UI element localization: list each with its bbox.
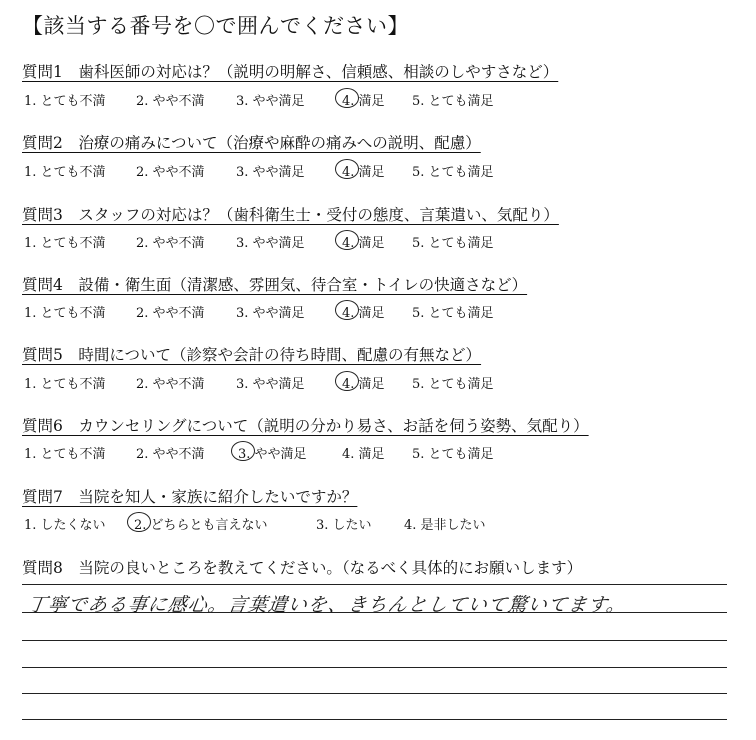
q7-option-3[interactable]: 3. したい [316,518,372,533]
q1-option-3[interactable]: 3. やや満足 [236,94,305,109]
q1-option-2[interactable]: 2. やや不満 [136,94,205,109]
q5-option-4-selected[interactable]: 4. 満足 [342,373,385,392]
q6-option-5[interactable]: 5. とても満足 [412,447,494,462]
q2-option-3[interactable]: 3. やや満足 [236,165,305,180]
question-5-title: 質問5 時間について（診察や会計の待ち時間、配慮の有無など） [22,346,482,364]
q3-option-2[interactable]: 2. やや不満 [136,236,205,251]
question-4-title: 質問4 設備・衛生面（清潔感、雰囲気、待合室・トイレの快適さなど） [22,276,528,294]
q6-option-1[interactable]: 1. とても不満 [24,447,106,462]
q3-option-1[interactable]: 1. とても不満 [24,236,106,251]
q3-option-4-selected[interactable]: 4. 満足 [342,232,385,251]
question-1-title: 質問1 歯科医師の対応は？（説明の明解さ、信頼感、相談のしやすさなど） [22,63,559,81]
q4-option-5[interactable]: 5. とても満足 [412,306,494,321]
q6-option-4[interactable]: 4. 満足 [342,447,385,462]
q2-option-1[interactable]: 1. とても不満 [24,165,106,180]
answer-line-4 [22,667,727,668]
answer-line-5 [22,693,727,694]
q3-option-5[interactable]: 5. とても満足 [412,236,494,251]
q6-option-3-selected[interactable]: 3. やや満足 [238,443,307,462]
q5-option-3[interactable]: 3. やや満足 [236,377,305,392]
q5-option-5[interactable]: 5. とても満足 [412,377,494,392]
q7-option-4[interactable]: 4. 是非したい [404,518,486,533]
question-3-title: 質問3 スタッフの対応は？（歯科衛生士・受付の態度、言葉遣い、気配り） [22,206,559,224]
question-2-title: 質問2 治療の痛みについて（治療や麻酔の痛みへの説明、配慮） [22,134,481,152]
q5-option-1[interactable]: 1. とても不満 [24,377,106,392]
q5-option-2[interactable]: 2. やや不満 [136,377,205,392]
q7-option-1[interactable]: 1. したくない [24,518,106,533]
q4-option-2[interactable]: 2. やや不満 [136,306,205,321]
question-7-title: 質問7 当院を知人・家族に紹介したいですか？ [22,488,358,506]
answer-line-1 [22,584,727,585]
question-6-title: 質問6 カウンセリングについて（説明の分かり易さ、お話を伺う姿勢、気配り） [22,417,589,435]
question-8-title: 質問8 当院の良いところを教えてください。（なるべく具体的にお願いします） [22,559,583,577]
q1-option-5[interactable]: 5. とても満足 [412,94,494,109]
answer-line-2 [22,612,727,613]
q4-option-4-selected[interactable]: 4. 満足 [342,302,385,321]
page-title: 【該当する番号を〇で囲んでください】 [22,14,409,38]
answer-line-6 [22,719,727,720]
q4-option-1[interactable]: 1. とても不満 [24,306,106,321]
q6-option-2[interactable]: 2. やや不満 [136,447,205,462]
q3-option-3[interactable]: 3. やや満足 [236,236,305,251]
q4-option-3[interactable]: 3. やや満足 [236,306,305,321]
answer-line-3 [22,640,727,641]
q2-option-2[interactable]: 2. やや不満 [136,165,205,180]
q7-option-2-selected[interactable]: 2. どちらとも言えない [134,514,268,533]
q1-option-4-selected[interactable]: 4. 満足 [342,90,385,109]
handwritten-answer: 丁寧である事に感心。言葉遣いを、きちんとしていて驚いてます。 [26,594,628,616]
q2-option-4-selected[interactable]: 4. 満足 [342,161,385,180]
q2-option-5[interactable]: 5. とても満足 [412,165,494,180]
q1-option-1[interactable]: 1. とても不満 [24,94,106,109]
